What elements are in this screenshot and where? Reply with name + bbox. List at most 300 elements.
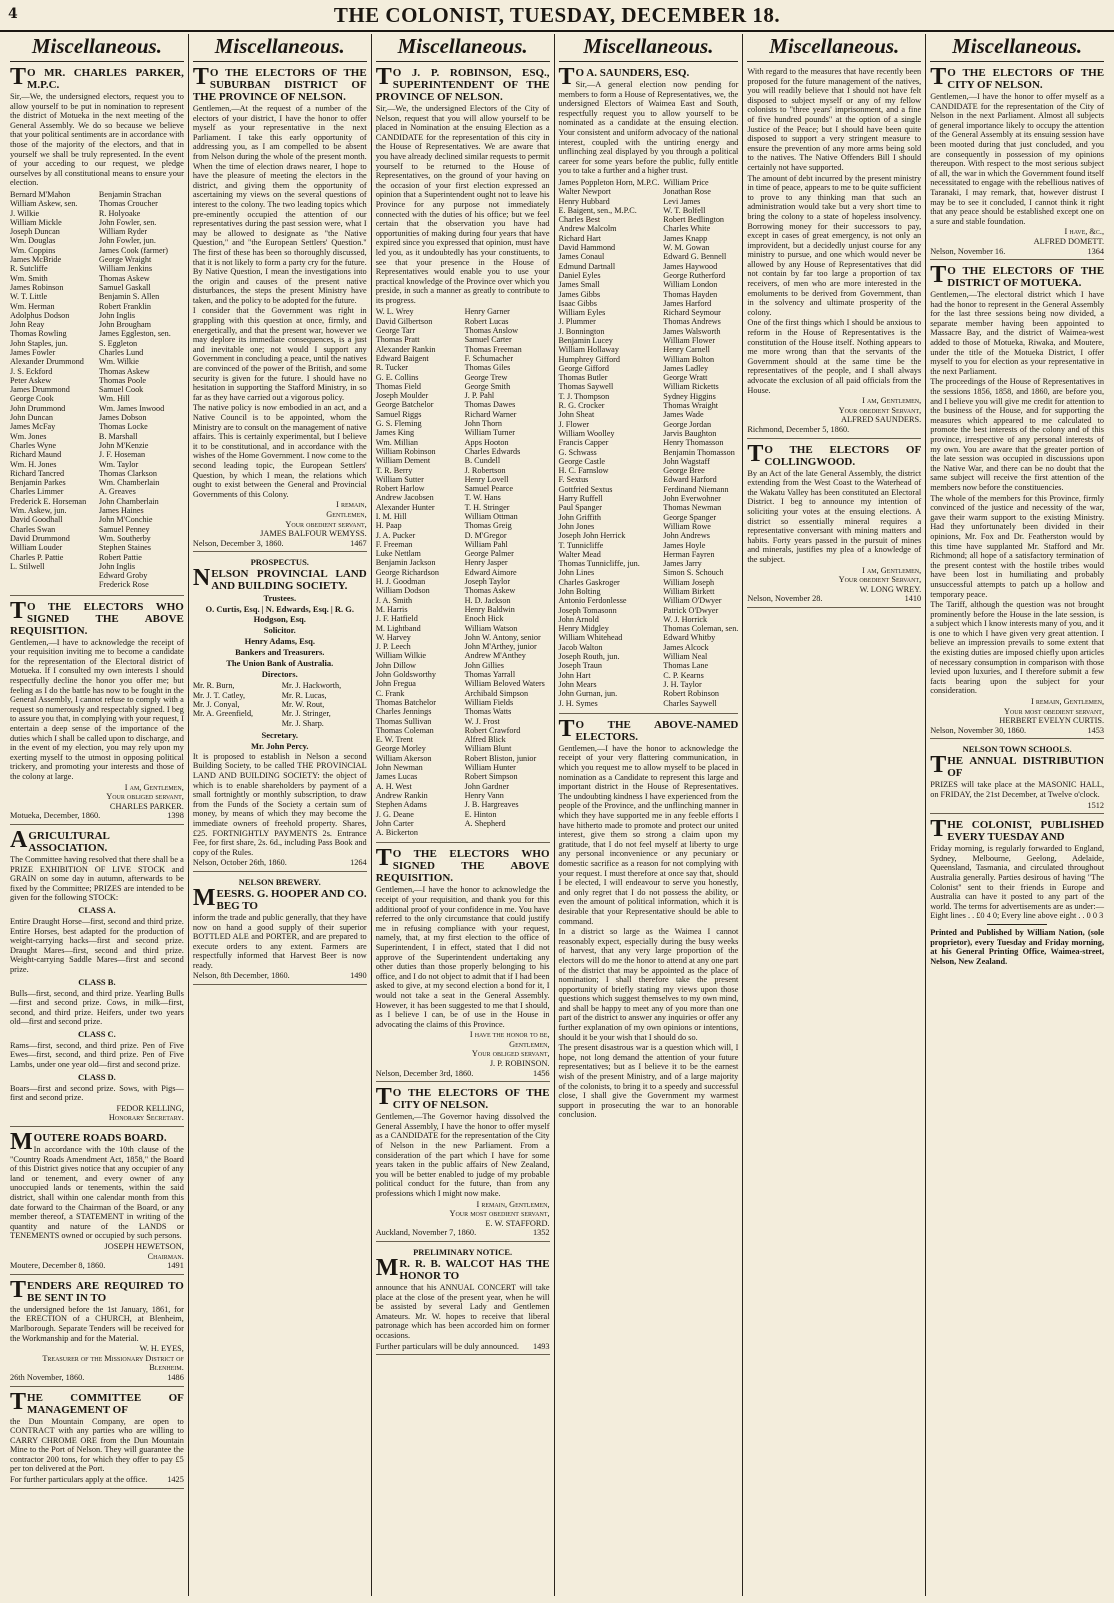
signatory-name: Edward Harford: [663, 475, 717, 485]
signatory-name: George Morley: [375, 744, 426, 754]
signatory-name: Thomas Tunnicliffe, jun.: [558, 559, 640, 569]
sign-off: Your obedient Servant,: [838, 575, 922, 585]
signatory-name: John Mears: [558, 679, 597, 689]
signatory-name: T. R. Berry: [375, 465, 413, 475]
signatory-name: J. H. Taylor: [663, 679, 702, 689]
signatory-name: William Turner: [464, 428, 515, 438]
class-items: Entire Draught Horse—first, second and third prize. Entire Horses, best adapted for the production of weight-carrying hacks—first and second prize. Draught Mares—first, second and third prize. Weight-carrying Saddle Mares—first and second prize.: [10, 916, 184, 974]
advert-body: Sir,—We, the undersigned electors, request you to allow yourself to be put in nomination to represent the district of Motueka in the next meeting of the General Assembly. We do so because we believe that your political sentiments are in accordance with those of the majority of the electors, and that in yourself we shall be truly represented. In the event of your acceding to our request, we pledge ourselves by all constitutional means to ensure your election.: [10, 92, 184, 188]
signatory-name: Joseph Duncan: [10, 227, 60, 237]
secretary: Mr. John Percy.: [250, 740, 309, 751]
signatory-name: George Palmer: [464, 549, 514, 559]
advert-heading: TO THE ELECTORS OF THE DISTRICT OF MOTUEKA.: [930, 262, 1105, 290]
advert-body: the undersigned before the 1st January, 1861, for the ERECTION of a CHURCH, at Blenheim, Marlborough. Separate Tenders will be received for the Workmanship and for the Material.: [10, 1304, 184, 1343]
signatory-name: Stephen Staines: [98, 543, 151, 553]
signatory-name: William Birkett: [663, 587, 715, 596]
signatory-name: Herman Fayren: [663, 549, 715, 559]
advert-parker-requisition: [10, 64, 184, 596]
signatory-name: David Goodhall: [10, 515, 63, 525]
signatory-name: John Griffith: [558, 512, 601, 522]
sign-off: I am, Gentlemen,: [124, 782, 184, 792]
bankers-label: Bankers and Treasurers.: [235, 647, 325, 658]
signatory-name: James Conaul: [558, 252, 605, 262]
advert-prospectus: [193, 557, 367, 872]
advert-body: I consider that the Government was right in grappling with this question at once, firmly, and energetically, and that the present war, however we may deplore its immediate consequences, is a just and inevitable one; not would I support any Government in concluding a peace, until the natives are convinced of the power of the British, and some security is given for the future. I should have no hesitation in supporting the Stafford Ministry, in so far as they have carried out a vigorous policy.: [192, 306, 367, 402]
signer-role: Honorary Secretary.: [108, 1113, 184, 1123]
signatory-name: E. Hinton: [464, 809, 497, 819]
advert-brewery: [193, 877, 367, 985]
signatory-name: David Hammond: [558, 243, 616, 253]
signatory-name: Alexander Rankin: [375, 344, 436, 354]
signatory-name: George Jordan: [663, 419, 712, 429]
signatory-name: John Reay: [10, 320, 45, 330]
signatory-name: Thomas Yarrall: [464, 670, 516, 680]
signatory-name: Andrew Jacobsen: [375, 493, 434, 503]
signatory-name: Thomas Coleman, sen.: [663, 624, 739, 634]
signatory-name: William Woolley: [558, 428, 615, 438]
sign-off: Your obliged servant,: [471, 1049, 550, 1059]
imprint: Printed and Published by William Nation, (sole proprietor), every Tuesday and Friday morning, at his General Printing Office, Waimea-street, Nelson, New Zealand.: [930, 927, 1105, 966]
signatory-name: W. Harvey: [375, 632, 411, 642]
signatory-name: John Dillow: [375, 660, 416, 670]
signatory-name: Robert Simpson: [464, 772, 518, 782]
signatory-name: G. Schwass: [558, 447, 597, 457]
signatory-name: Enoch Hick: [464, 614, 504, 624]
signatory-name: Alfred Blick: [464, 735, 506, 745]
signatory-name: Thomas Askew: [98, 366, 150, 376]
signatory-name: James Gibbs: [558, 289, 601, 299]
signatory-name: George Spanger: [663, 512, 717, 522]
date-line: Motueka, December, 1860. 1398: [10, 811, 184, 821]
signatory-name: Henry Baldwin: [464, 604, 515, 614]
signatory-name: Ferdinand Niemann: [663, 484, 729, 494]
signatory-name: James Dobson: [98, 413, 147, 423]
signatory-name: Henry Thomasson: [663, 438, 724, 448]
signatory-name: William Bolton: [663, 354, 715, 364]
advert-body: The Tariff, although the question was not brought prominently before the House in the late session, is a subject which I know interests many of you, and it is one to which I have given very great attention. I believe an impression prevails to some extent that the existing duties are imposed chiefly upon articles of necessary consumption in comparison with those levied upon luxuries, and I therefore submit a few facts bearing upon the subject for your consideration.: [930, 600, 1105, 696]
signatory-name: Wm. Smith: [10, 273, 48, 283]
signatory-name: George Richardson: [375, 567, 439, 577]
signatory-name: Wm. Millian: [375, 437, 418, 447]
signatory-name: R. Tucker: [375, 363, 408, 373]
advert-collingwood: [747, 440, 922, 608]
advert-title: PROSPECTUS.: [250, 557, 309, 568]
signatory-name: [10, 580, 95, 589]
signatory-name: George Gifford: [558, 363, 609, 373]
signatory-name: Joseph Routh, jun.: [558, 652, 620, 662]
signatory-name: R. Sutcliffe: [10, 264, 48, 274]
signatory-name: Charles Gaskroger: [558, 577, 620, 587]
advert-colonist-notice: [930, 816, 1105, 970]
signer: CHARLES PARKER.: [109, 801, 184, 811]
date-line: Richmond, December 5, 1860.: [747, 424, 850, 434]
signatory-name: Edward Groby: [98, 571, 148, 581]
advert-heading: THE COMMITTEE OF MANAGEMENT OF: [10, 1388, 184, 1416]
signatory-name: J. A. Smith: [375, 595, 413, 605]
advert-body: PRIZES will take place at the MASONIC HALL, on FRIDAY, the 21st December, at Twelve o'clock.: [930, 780, 1105, 799]
signatory-name: Thomas Dawes: [464, 400, 516, 410]
signatory-name: Simon S. Schouch: [663, 568, 724, 578]
signatory-name: Benjamin Strachan: [98, 189, 162, 199]
signatory-name: George Bree: [663, 466, 705, 476]
signatory-name: T. J. Thompson: [558, 391, 610, 401]
date-line: 26th November, 1860. 1486: [10, 1372, 184, 1382]
signatory-name: James McFay: [10, 422, 56, 432]
advert-title: PRELIMINARY NOTICE.: [413, 1246, 513, 1257]
trustees-label: Trustees.: [263, 593, 297, 604]
signatory-name: Thomas Hayden: [663, 289, 718, 299]
signatory-name: Paul Spanger: [558, 503, 602, 513]
signatory-name: F. Sextus: [558, 475, 589, 485]
sign-off: Your obliged servant,: [106, 792, 184, 802]
signatory-name: Jacob Walton: [558, 642, 603, 652]
signatory-name: Mr. W. Rout,: [281, 699, 325, 709]
signatory-name: Thomas Field: [375, 381, 421, 391]
signatory-name: Samuel Penney: [98, 524, 150, 534]
advert-town-schools: [930, 744, 1104, 814]
advert-body: In accordance with the 10th clause of the "Country Roads Amendment Act, 1858," the Board of this District gives notice that any occupier of any land or tenement, and every owner of any unoccupied lands or tenements, within the said district, shall within one calendar month from this date forward to the Chairman of the Board, or any member thereof, a STATEMENT in writing of the quantity and nature of the LANDS or TENEMENTS owned or occupied by such persons.: [10, 1145, 184, 1241]
signatory-name: J. Robertson: [464, 465, 506, 475]
signatory-name: W. J. Frost: [464, 716, 500, 726]
signatory-name: J. A. Pucker: [375, 530, 416, 540]
signatory-name: Thomas Askew: [98, 273, 150, 283]
signatory-name: Thomas Wraight: [663, 401, 719, 411]
advert-parker-reply: [10, 597, 184, 825]
signatory-name: John Hart: [558, 670, 591, 680]
signatory-name: I. M. Hill: [375, 512, 407, 521]
signatory-name: J. G. Deane: [375, 809, 414, 819]
signatory-name: John Gardner: [464, 781, 509, 791]
signatory-name: W. T. Bolfell: [663, 205, 706, 215]
advert-body: With regard to the measures that have recently been proposed for the future management of the natives, you will readily believe that I should not have felt disposed to subject myself or any of my fellow colonists to "three years' imprisonment, and a fine of five hundred pounds" at the option of a single Justice of the Peace; but I should have been quite disposed to support a very stringent measure to ensure the prevention of any more arms being sold to the natives. The Native Offenders Bill I should certainly not have supported.: [747, 67, 922, 172]
signatory-name: Benjamin Jackson: [375, 558, 436, 568]
signatory-name: James Haines: [98, 506, 144, 516]
signatory-name: John Everwohner: [663, 494, 721, 504]
column-5: [743, 34, 926, 1596]
signatory-name: John Goldsworthy: [375, 670, 436, 680]
signatory-name: Frederick Rose: [98, 580, 149, 590]
signatory-name: William Price: [663, 177, 709, 187]
signatory-name: G. E. Collins: [375, 372, 419, 382]
signatory-name: Mr. J. Stringer,: [281, 709, 331, 719]
signatory-name: Mr. R. Burn,: [192, 681, 235, 691]
advert-heading: TO THE ELECTORS OF THE SUBURBAN DISTRICT OF THE PROVINCE OF NELSON.: [192, 64, 367, 103]
signatory-name: William Hunter: [464, 763, 516, 773]
signatory-name: Edward G. Bennell: [663, 252, 727, 262]
signatory-name: John Staples, jun.: [10, 338, 68, 348]
signatory-name: Robert Franklin: [98, 301, 151, 311]
signatory-name: William Watson: [464, 623, 518, 633]
signatory-name: Thomas Rowling: [10, 329, 67, 339]
signatory-name: Thomas Batchelor: [375, 697, 436, 707]
signatory-name: John Newman: [375, 763, 423, 773]
signatory-name: William O'Dwyer: [663, 596, 722, 606]
signatory-name: James Jarry: [663, 559, 702, 569]
signatory-name: James Haywood: [663, 261, 718, 271]
signatory-name: James Small: [558, 280, 600, 290]
signatory-name: Wm. Hill: [98, 394, 130, 404]
signatory-name: Wm. Askew, jun.: [10, 506, 67, 516]
signatory-name: Charles P. Pattie: [10, 552, 64, 562]
signatory-name: Charles Wyne: [10, 440, 56, 450]
signatory-name: George Wratt: [663, 373, 708, 383]
signatory-name: Walter Mead: [558, 549, 601, 559]
sign-off: Your obedient Servant,: [838, 405, 922, 415]
advert-domett: [930, 64, 1105, 260]
signatory-name: John Bolting: [558, 587, 601, 596]
signatory-name: Robert Crawford: [464, 725, 521, 735]
signatory-name: Mr. J. T. Catley,: [192, 690, 245, 700]
signatory-name: Thomas Anslow: [464, 326, 519, 336]
signatory-name: Gottfried Sextus: [558, 484, 613, 494]
signatory-name: Thomas Saywell: [558, 382, 614, 392]
advert-heading: MOUTERE ROADS BOARD.: [10, 1129, 167, 1156]
signatory-name: Thomas Watts: [464, 707, 512, 717]
signatory-name: James Alcock: [663, 642, 709, 652]
signatory-name: William Whitehead: [558, 633, 623, 643]
signatory-name: W. J. Horrick: [663, 614, 708, 624]
signatory-name: George Castle: [558, 456, 605, 466]
advert-body: The whole of the members for this Province, firmly convinced of the justice and necessity of the war, gave their warm support to the existing Ministry. Had they unfortunately been divided in their opinions, Mr. Fox and Dr. Featherston would by this time have supplanted Mr. Stafford and Mr. Richmond; all hope of a satisfactory termination of the present contest with the hostile tribes would have been lost in humiliating and probably unsuccessful attempts to patch up a hollow and temporary peace.: [930, 493, 1105, 599]
advert-body: announce that his ANNUAL CONCERT will take place at the close of the present year, when he will be assisted by several Lady and Gentlemen Amateurs. Mr. W. hopes to receive that liberal patronage which has been accorded him on former occasions.: [375, 1282, 550, 1340]
signatory-name: J. F. Hoseman: [98, 450, 146, 460]
signatory-name: Robert Bedlington: [663, 215, 725, 225]
signatory-name: James Drummond: [10, 385, 70, 395]
signatory-name: J. P. Leech: [375, 642, 411, 652]
signatory-name: Wm. Douglas: [10, 236, 56, 246]
signer-role: Chairman.: [147, 1251, 184, 1261]
advert-body: By an Act of the late General Assembly, the district extending from the West Coast to the Waterhead of the Wakatu Valley has been constituted an Electoral District. I beg to announce my intention of soliciting your votes at the ensuing elections. A district so essentially mineral requires a representative conversant with mining matters and habits. Forty years passed in the pursuit of mines and minerals, justifies my plea of a knowledge of the subject.: [747, 468, 922, 564]
signatory-name: James Eggleston, sen.: [98, 329, 171, 339]
signatory-name: Thomas Pratt: [375, 335, 420, 345]
signatory-name: James Walsworth: [663, 326, 721, 336]
signer: ALFRED DOMETT.: [1033, 236, 1105, 246]
signatory-name: William Hollaway: [558, 345, 619, 355]
signatory-name: A. Bickerton: [375, 828, 418, 838]
signatory-name: John Lines: [558, 568, 595, 578]
advert-body: The Committee having resolved that there shall be a PRIZE EXHIBITION OF LIVE STOCK and GRAIN on some day in autumn, afterwards to be fixed by the Committee; PRIZES are intended to be given for the following STOCK:: [10, 854, 184, 903]
signatory-name: Richard Seymour: [663, 308, 721, 318]
advert-concert: [376, 1247, 550, 1355]
signatory-name: John Gurnan, jun.: [558, 689, 618, 699]
signatory-name: William Flower: [663, 335, 716, 345]
signatory-name: Charles Lund: [98, 347, 144, 357]
signatory-name: Thomas Croucher: [98, 199, 158, 209]
signatory-name: Charles Swan: [10, 524, 56, 534]
signatory-name: Archibald Simpson: [464, 688, 529, 698]
column-heading: Miscellaneous.: [747, 34, 921, 62]
signatory-name: A. H. West: [375, 781, 412, 791]
column-3: [372, 34, 555, 1596]
signatory-name: George Batchelor: [375, 400, 434, 410]
signatory-name: William Pahl: [464, 539, 508, 549]
signatory-name: Samuel Riggs: [375, 409, 422, 419]
date-line: Nelson, November 28. 1410: [747, 594, 922, 604]
advert-heading: TO THE ELECTORS OF COLLINGWOOD.: [747, 440, 922, 468]
signatory-name: Harry Ruffell: [558, 494, 603, 504]
solicitor: Henry Adams, Esq.: [244, 636, 315, 647]
advert-heading: TO THE ELECTORS WHO SIGNED THE ABOVE REQUISITION.: [375, 845, 550, 885]
signatory-name: Edward Whitby: [663, 633, 716, 643]
signatory-name: Frederick E. Horseman: [10, 496, 87, 506]
advert-heading: MR. R. B. WALCOT HAS THE HONOR TO: [375, 1254, 550, 1282]
signatory-name: Jarvis Baughton: [663, 428, 717, 438]
page-number: 4: [8, 6, 18, 22]
signatory-name: William Beloved Waters: [464, 679, 545, 689]
signatory-name: Robert Harlow: [375, 484, 425, 494]
signatory-name: John Jones: [558, 521, 595, 531]
sign-off: Your most obedient servant,: [449, 1209, 550, 1219]
signatory-name: A. Greaves: [98, 487, 136, 497]
signatory-name: William London: [663, 280, 718, 290]
signatory-name: John Fowler, jun.: [98, 236, 156, 246]
signatory-name: J. Plummer: [558, 317, 596, 327]
advert-body: Sir,—We, the undersigned Electors of the City of Nelson, request that you will allow yourself to be placed in Nomination at the ensuing Election as a CANDIDATE for the representation of this city in the House of Representatives. We are aware that you have already declined similar requests to permit yourself to be returned to the House of Representatives, on the ground of your having on the occasion of your first election expressed an opinion that a Superintendent ought not to leave his Province for any purpose not immediately connected with the duties of his office; but we feel certain that the observation you have had opportunities of making during four years that have expired since you expressed that opinion, must have led you, as it undoubtedly has your constituents, to see that your presence in the House of Representatives would enable you to use your practical knowledge of the Province over which you preside, in such a manner as greatly to contribute to its progress.: [375, 104, 550, 305]
signatory-name: John Fregua: [375, 679, 416, 689]
signatory-name: William Eyles: [558, 308, 606, 318]
signatory-name: J. S. Eckford: [10, 366, 53, 376]
signatory-name: Edmund Dartnall: [558, 261, 616, 271]
signatory-name: Joseph Taylor: [464, 577, 511, 587]
signatory-name: William Jenkins: [98, 264, 153, 274]
signatory-name: Mr. J. Hackworth,: [281, 681, 342, 691]
signatory-name: William Askew, sen.: [10, 199, 78, 209]
masthead: [0, 0, 1114, 32]
signatory-name: J. Bonnington: [558, 326, 605, 336]
signatory-name: B. Cundell: [464, 456, 501, 466]
signatory-name: Apps Hooton: [464, 437, 509, 447]
directors-list: [193, 681, 367, 727]
sign-off: Gentlemen,: [326, 509, 367, 519]
signatory-name: Charles Best: [558, 215, 601, 225]
class-items: Bulls—first, second, and third prize. Yearling Bulls—first and second prize. Cows, in milk—first, second, and third prize. Heifers, under two years old—first and second prize.: [10, 988, 184, 1027]
signatory-name: F. Schumacher: [464, 353, 514, 363]
signatory-name: James King: [375, 428, 415, 438]
signatory-name: William Rowe: [663, 521, 711, 531]
signatory-name: M. Harris: [375, 604, 408, 614]
signatory-name: B. Marshall: [98, 431, 138, 441]
advert-body: One of the first things which I should be anxious to reform in the House of Representatives is the constitution of the House itself. Nothing appears to me more wrong than that the servants of the Government should at the same time be the representatives of the people, and I shall always advocate the exclusion of all paid officials from the House.: [747, 318, 922, 395]
signatory-name: William Ottman: [464, 512, 518, 521]
signatory-name: L. Stilwell: [10, 561, 45, 571]
signatory-name: Joseph John Herrick: [558, 531, 626, 541]
signatory-name: Samuel Carter: [464, 335, 512, 345]
signatory-name: J. Wilkie: [10, 208, 40, 218]
signatory-name: Thomas Greig: [464, 521, 512, 531]
signatory-name: Mr. J. Conyal,: [192, 699, 240, 709]
secretary-label: Secretary.: [261, 729, 298, 740]
signatory-name: E. W. Trent: [375, 735, 413, 745]
signatory-name: E. Baigent, sen., M.P.C.: [558, 205, 637, 215]
signatory-name: [465, 828, 550, 837]
signatory-name: Charles Limmer: [10, 487, 64, 497]
signatory-name: John M'Kenzie: [98, 440, 149, 450]
signatory-name: James Poppleton Horn, M.P.C.: [558, 177, 660, 187]
signatory-name: J. P. Pahl: [464, 391, 495, 401]
column-heading: Miscellaneous.: [10, 34, 184, 62]
signatory-name: Benjamin Parkes: [10, 478, 66, 488]
advert-body: Gentlemen,—At the request of a number of the electors of your district, I have the honor to offer myself as your representative in the next Parliament. I take this early opportunity of addressing you, as I am compelled to be absent from Nelson during the whole of the present month. When the time of election draws nearer, I hope to have the pleasure of meeting the electors in the district, and giving them the opportunity of ascertaining my views on the several questions of interest to the colony. The two leading topics which pre-eminently occupied the attention of our representatives during the past session were, what I may be allowed to designate as "the Native Question," and "the European Settlers' Question." The first of these has been so thoroughly discussed, that it is not likely to form a party cry for the future. By Native Question, I mean the investigations into the origin and causes of the present native disturbances, the steps the present Ministry have taken, and the policy to be adopted for the future.: [192, 104, 367, 305]
signatory-name: James Knapp: [663, 233, 708, 243]
signatory-name: Wm. James Inwood: [98, 403, 165, 413]
advert-heading: THE ANNUAL DISTRIBUTION OF: [930, 752, 1105, 780]
signatory-name: J. B. Hargreaves: [464, 800, 519, 810]
sign-off: I have, &c.,: [1064, 227, 1105, 237]
advert-dun-mountain: [10, 1388, 184, 1489]
signatory-name: Thomas Andrews: [663, 317, 721, 327]
signatory-name: Thomas Lane: [663, 661, 709, 671]
advert-stafford: [375, 1084, 550, 1242]
signatory-name: J. Flower: [558, 419, 590, 429]
signatory-name: James Fowler: [10, 347, 56, 357]
signatory-name: George Tarr: [375, 326, 416, 336]
divider: [987, 924, 1047, 925]
signatory-name: William Mickle: [10, 217, 62, 227]
signer: E. W. STAFFORD.: [485, 1218, 550, 1228]
advert-saunders-requisition: [558, 64, 739, 714]
signatory-name: Joseph Moulder: [375, 391, 429, 401]
advert-body: The amount of debt incurred by the present ministry in time of peace, appears to me to be quite sufficient to prove to any thinking man that such an administration would take but a very short time to bring the colony to a state of hopeless insolvency. Borrowing money for their successors to pay, except in cases of great emergency, is not only an improvident, but a decidedly unjust course for any ministry to pursue, and one which would never be allowed by any House of Representatives that did not contain by far too large a proportion of tax receivers, of men who are more interested in the emoluments to be derived from Government, than in the solvency and ultimate prosperity of the colony.: [747, 173, 922, 317]
signatory-name: Robert Robinson: [663, 689, 720, 699]
signatory-name: Edward Aimore: [464, 567, 517, 577]
signatory-name: James Robinson: [10, 282, 64, 292]
signatory-name: William Ricketts: [663, 382, 719, 392]
signatory-name: Wm. Jones: [10, 431, 47, 441]
signatory-name: John M'Arthey, junior: [464, 642, 537, 652]
signatory-name: Charles White: [663, 224, 711, 234]
signatory-name: Thomas Askew: [464, 586, 516, 596]
signatory-name: T. Tunnicliffe: [558, 540, 604, 550]
directors-label: Directors.: [261, 669, 298, 680]
signatory-name: William Neal: [663, 652, 708, 662]
signatory-name: Charles Edwards: [464, 446, 521, 456]
signatory-name: Charles Saywell: [663, 698, 717, 708]
signatory-name: Thomas Newman: [663, 503, 722, 513]
date-line: For further particulars apply at the office. 1425: [10, 1475, 184, 1485]
signatory-name: John Andrews: [663, 531, 710, 541]
advert-heading: TO THE ABOVE-NAMED ELECTORS.: [558, 715, 739, 743]
advert-moutere: [10, 1129, 184, 1275]
signatory-name: Wm. Wilkie: [98, 357, 139, 367]
advert-saunders-reply: [558, 715, 739, 1124]
signatory-name: James Lucas: [375, 772, 418, 782]
signatory-name: G. S. Fleming: [375, 419, 422, 429]
column-1: [6, 34, 189, 1596]
signatory-name: Wm. Coppins: [10, 245, 56, 255]
signatory-name: Edward Baigent: [375, 353, 429, 363]
signatory-name: William Akerson: [375, 753, 432, 763]
signer: FEDOR KELLING,: [116, 1103, 184, 1113]
signatory-name: Mr. A. Greenfield,: [192, 709, 254, 719]
advert-body: inform the trade and public generally, that they have now on hand a good supply of their superior BOTTLED ALE and PORTER, and are prepared to execute orders to any extent. Farmers are respectfully informed that Harvest Beer is now ready.: [192, 912, 367, 970]
signatory-name: Robert Bliston, junior: [464, 753, 537, 763]
signatory-name: S. Eggleton: [98, 338, 138, 348]
signatory-name: Benjamin Thomasson: [663, 447, 735, 457]
signatory-name: Samuel Gaskall: [98, 282, 151, 292]
advert-agricultural: [10, 826, 184, 1127]
class-label: CLASS A.: [78, 904, 116, 915]
advert-robinson-reply: [375, 845, 550, 1082]
signatory-name: John Gillies: [464, 660, 504, 670]
date-line: Nelson, December 3rd, 1860. 1456: [375, 1068, 550, 1078]
signatory-name: H. Paap: [375, 521, 402, 531]
advert-body: It is proposed to establish in Nelson a second Building Society, to be called THE PROVINCIAL LAND AND BUILDING SOCIETY: the object of which is to enable shareholders by payment of a small fortnightly or monthly subscription, to draw from the Funds of the Society a certain sum of money, by means of which they may become the immediate owners of freehold property. Shares, £25. FORTNIGHTLY PAYMENTS 2s. Entrance Fee, for first share, 2s. 6d., including Pass Book and copy of the Rules.: [192, 751, 367, 857]
signatory-name: Sydney Higgins: [663, 391, 716, 401]
signatory-name: Wm. Taylor: [98, 459, 139, 469]
signatory-name: H. J. Goodman: [375, 577, 426, 587]
signer: W. LONG WREY.: [859, 584, 922, 594]
signatory-name: Thomas Butler: [558, 373, 608, 383]
